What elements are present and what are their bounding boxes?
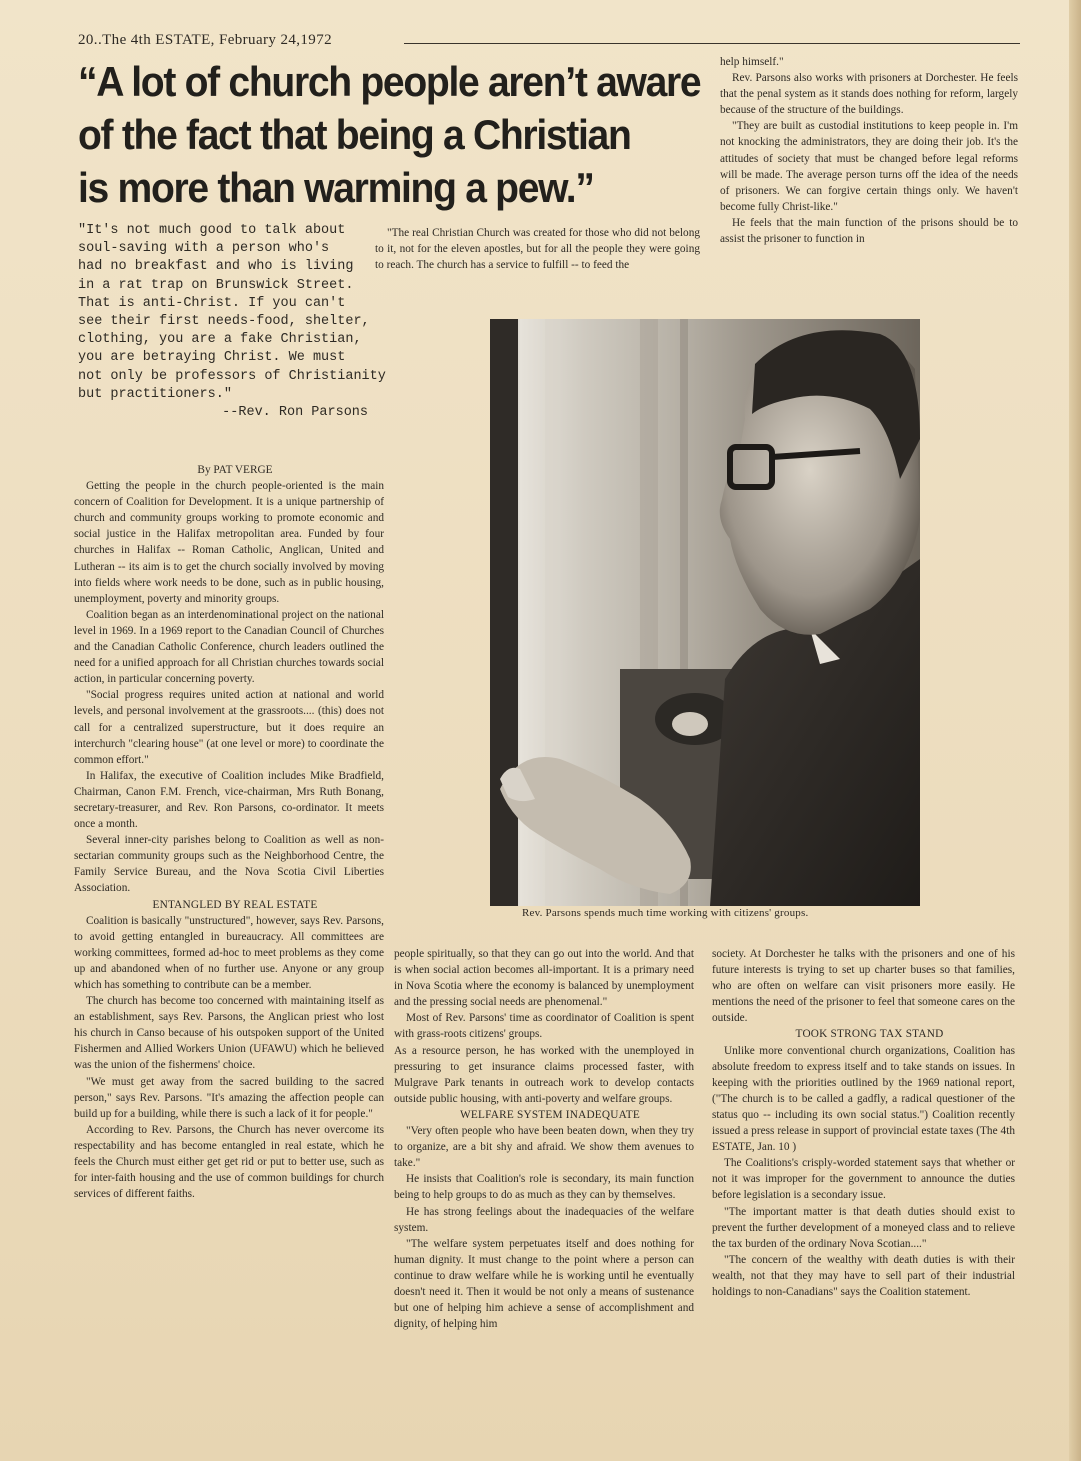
paragraph: "The concern of the wealthy with death duties is with their wealth, not that they may have to sell part of their industrial holdings to non-Canadians" says the Coalition statement.	[712, 1253, 1015, 1298]
paragraph: He insists that Coalition's role is secondary, its main function being to help groups to do as much as they can by themselves.	[394, 1173, 694, 1202]
paragraph: Unlike more conventional church organizations, Coalition has absolute freedom to express itself and to take stands on issues. In keeping with the priorities outlined by the 1969 national report, ("The church is to be called a gadfly, a radical questioner of the status quo -- including its own social status.") Coalition recently issued a press release in support of provincial estate taxes (The 4th ESTATE, Jan. 10 )	[712, 1044, 1015, 1154]
article-column-right-bottom	[712, 946, 1015, 1300]
paragraph: "The real Christian Church was created for those who did not belong to it, not for the eleven apostles, but for all the people they were going to reach. The church has a service to fulfill -- to feed the	[375, 227, 700, 272]
photo-rev-parsons	[490, 319, 920, 906]
paragraph: "The welfare system perpetuates itself and does nothing for human dignity. It must change to the point where a person can continue to draw welfare while he is working until he eventually doesn't need it. Then it would be not only a means of sustenance but one of helping him achieve a sense of accomplishment and dignity, of helping him	[394, 1237, 694, 1331]
pull-quote-line: "It's not much good to talk about	[78, 223, 346, 238]
headline-line: is more than warming a pew.”	[78, 164, 594, 211]
paragraph: "Social progress requires united action at national and world levels, and personal involvement at the grassroots.... (this) does not call for a centralized superstructure, but it does require an interchurch "clearing house" (at one level or more) to coordinate the common effort."	[74, 689, 384, 766]
paragraph: Several inner-city parishes belong to Coalition as well as non-sectarian community groups such as the Neighborhood Centre, the Family Service Bureau, and the Nova Scotia Civil Liberties Association.	[74, 834, 384, 895]
paragraph: Coalition is basically "unstructured", however, says Rev. Parsons, to avoid getting entangled in bureaucracy. All committees are working committees, formed ad-hoc to meet problems as they come up and abandoned when of no further use. Anyone or any group which has something to contribute can be a member.	[74, 914, 384, 991]
headline	[78, 55, 701, 214]
paragraph: As a resource person, he has worked with the unemployed in pressuring to get insurance claims processed faster, with Mulgrave Park tenants in outreach work to develop contacts outside public housing, with anti-poverty and welfare groups.	[394, 1044, 694, 1105]
pull-quote	[78, 222, 386, 422]
photo-image	[490, 319, 920, 906]
pull-quote-line: but practitioners."	[78, 386, 232, 402]
headline-line: “A lot of church people aren’t aware	[78, 58, 701, 105]
pull-quote-attribution: --Rev. Ron Parsons	[222, 405, 368, 421]
paragraph: The Coalitions's crisply-worded statement says that whether or not it was improper for the government to announce the duties before legislation is a secondary issue.	[712, 1157, 1015, 1202]
paragraph: Most of Rev. Parsons' time as coordinator of Coalition is spent with grass-roots citizens' groups.	[394, 1012, 694, 1041]
paragraph: "We must get away from the sacred building to the sacred person," says Rev. Parsons. "It's amazing the affection people can build up for a building, while there is such a lack of it for people."	[74, 1075, 384, 1120]
article-column-middle-top	[375, 225, 700, 273]
paragraph: society. At Dorchester he talks with the prisoners and one of his future interests is trying to set up charter buses so that families, who are often on welfare can visit prisoners more easily. He mentions the need of the prisoner to feel that someone cares on the outside.	[712, 948, 1015, 1025]
article-column-right-top	[720, 54, 1018, 247]
paragraph: "The important matter is that death duties should exist to prevent the further development of a moneyed class and to relieve the tax burden of the ordinary Nova Scotian...."	[712, 1205, 1015, 1250]
subhead: TOOK STRONG TAX STAND	[795, 1028, 944, 1041]
paragraph: help himself."	[720, 56, 784, 68]
paragraph: Getting the people in the church people-oriented is the main concern of Coalition for Development. It is a unique partnership of church and community groups working to promote economic and social justice in the Halifax metropolitan area. Funded by four churches in Halifax -- Roman Catholic, Anglican, United and Lutheran -- its aim is to get the church socially involved by moving into fields where work needs to be done, such as in public housing, unemployment, poverty and minority groups.	[74, 480, 384, 605]
pull-quote-line: had no breakfast and who is living	[78, 259, 354, 275]
photo-caption: Rev. Parsons spends much time working with citizens' groups.	[522, 907, 809, 919]
pull-quote-line: in a rat trap on Brunswick Street.	[78, 277, 354, 293]
paragraph: According to Rev. Parsons, the Church has never overcome its respectability and has become entangled in real estate, which he feels the Church must either get get rid or put to better use, such as for inter-faith housing and the use of common buildings for church services of different faiths.	[74, 1123, 384, 1201]
paragraph: He has strong feelings about the inadequacies of the welfare system.	[394, 1205, 694, 1234]
paragraph: Rev. Parsons also works with prisoners at Dorchester. He feels that the penal system as it stands does nothing for reform, largely because of the structure of the buildings.	[720, 72, 1018, 117]
paragraph: In Halifax, the executive of Coalition includes Mike Bradfield, Chairman, Canon F.M. French, vice-chairman, Mrs Ruth Bonang, secretary-treasurer, and Rev. Ron Parsons, co-ordinator. It meets once a month.	[74, 769, 384, 831]
paragraph: "They are built as custodial institutions to keep people in. I'm not knocking the administrators, they are doing their job. It's the attitudes of society that must be changed before legal reforms will be made. The average person turns off the idea of the needs of prisoners. We can forgive certain things only. We haven't become fully Christ-like."	[720, 120, 1018, 213]
pull-quote-line: you are betraying Christ. We must	[78, 350, 346, 366]
paragraph: He feels that the main function of the prisons should be to assist the prisoner to function in	[720, 216, 1018, 246]
article-column-left	[74, 462, 384, 1202]
subhead: ENTANGLED BY REAL ESTATE	[152, 898, 318, 911]
byline: By PAT VERGE	[197, 464, 273, 476]
paragraph: Coalition began as an interdenominational project on the national level in 1969. In a 1969 report to the Canadian Council of Churches and the Canadian Catholic Conference, church leaders outlined the need for a unified approach for all Christian churches towards social action, in particular concerning poverty.	[74, 608, 384, 686]
pull-quote-line: soul-saving with a person who's	[78, 241, 330, 257]
headline-line: of the fact that being a Christian	[78, 111, 631, 158]
subhead: WELFARE SYSTEM INADEQUATE	[460, 1108, 640, 1121]
pull-quote-line: clothing, you are a fake Christian,	[78, 332, 362, 348]
pull-quote-line: see their first needs-food, shelter,	[78, 314, 370, 330]
pull-quote-line: not only be professors of Christianity	[78, 368, 386, 384]
folio-line: 20..The 4th ESTATE, February 24,1972	[78, 32, 332, 48]
page-edge	[1069, 0, 1081, 1461]
paragraph: The church has become too concerned with maintaining itself as an establishment, says Rev. Parsons, the Anglican priest who lost his church in Canso because of his outspoken support of the United Fishermen and Allied Workers Union (UFAWU) which he believed was the union of the fishermens' choice.	[74, 995, 384, 1072]
folio-rule	[404, 43, 1020, 44]
article-column-middle-bottom	[394, 946, 694, 1332]
paragraph: people spiritually, so that they can go out into the world. And that is when social action becomes all-important. It is a primary need in Nova Scotia where the economy is balanced by unemployment and the pressing social needs are phenomenal."	[394, 948, 694, 1009]
pull-quote-line: That is anti-Christ. If you can't	[78, 295, 346, 311]
paragraph: "Very often people who have been beaten down, when they try to organize, are a bit shy and afraid. We show them avenues to take."	[394, 1125, 694, 1170]
